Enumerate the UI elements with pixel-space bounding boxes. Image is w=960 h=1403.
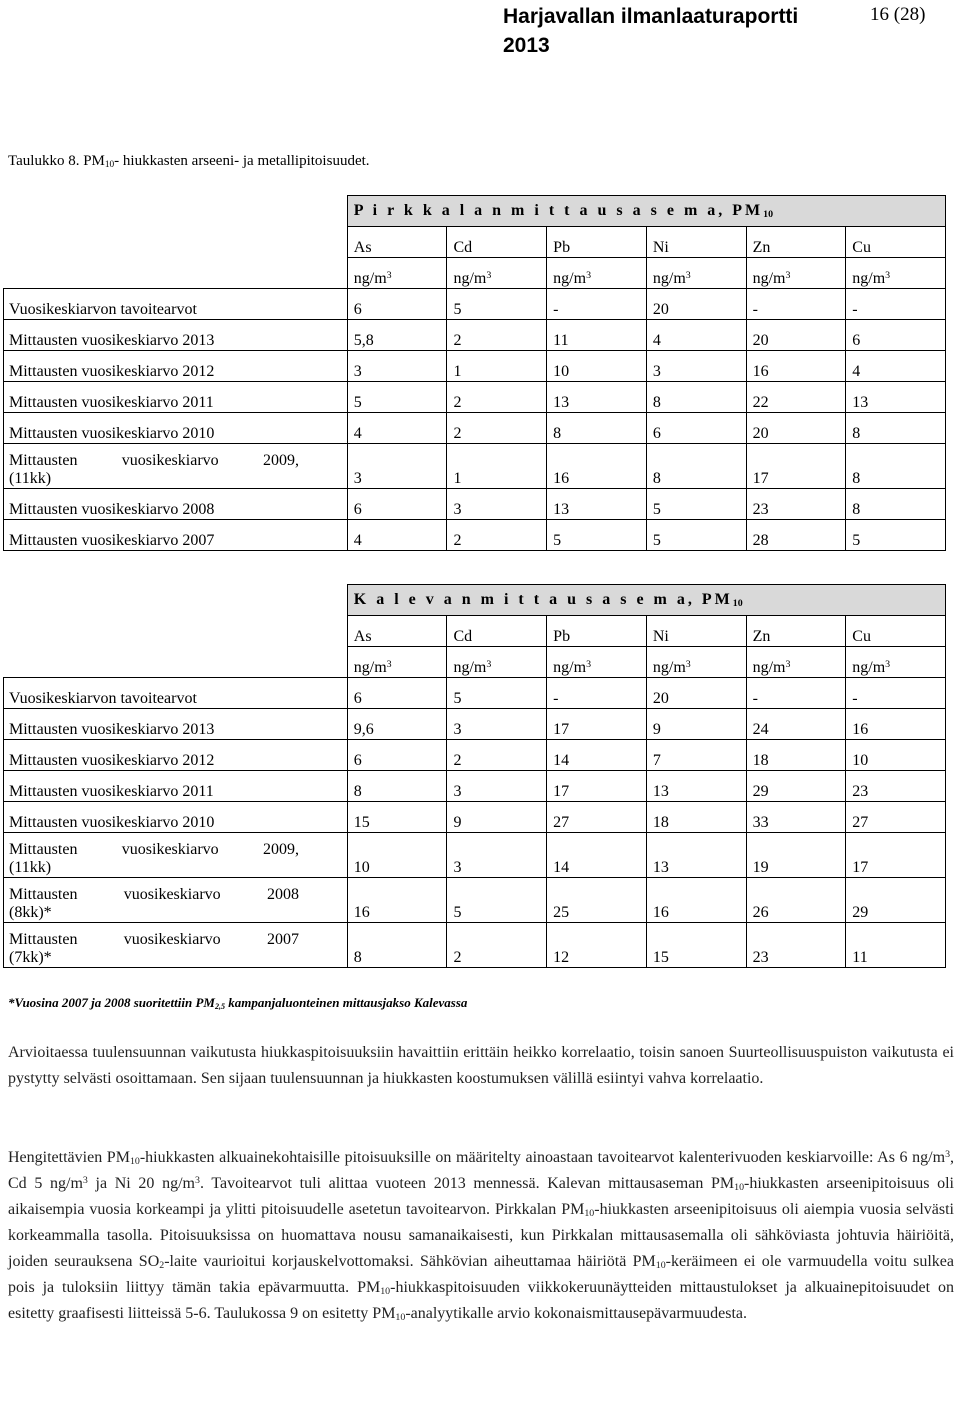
- value-cell: 5: [846, 520, 946, 551]
- value-cell: 27: [846, 802, 946, 833]
- row-label: Vuosikeskiarvon tavoitearvot: [4, 289, 348, 320]
- value-cell: 2: [447, 413, 547, 444]
- table-row: [4, 740, 946, 771]
- table-body: [4, 289, 946, 551]
- paragraph-2: Hengitettävien $PM_{10}$-hiukkasten alkuainekohtaisille pitoisuuksille on määritelty ainoastaan tavoitearvot kalenterivuoden keskiarvoille: As 6 $ng/m^3$, Cd 5 $ng/m^3$ ja Ni 20 $ng/m^3$. Tavoitearvot tuli alittaa vuoteen 2013 mennessä. Kalevan mittausaseman $PM_{10}$-hiukkasten arseenipitoisuus oli aikaisempia vuosia korkeampi ja ylitti pitoisuudelle asetetun tavoitearvon. Pirkkalan $PM_{10}$-hiukkasten arseenipitoisuus oli aiempia vuosia selvästi korkeammalla tasolla. Pitoisuuksissa on huomattava nousu samanaikaisesti, kun Pirkkalan mittausasemalla oli sähköviasta johtuvia häiriöitä, joiden seurauksena $SO_2$-laite vaurioitui korjauskelvottomaksi. Sähkövian aiheuttamaa häiriötä $PM_{10}$-keräimeen ei ole varmuudella voitu sulkea pois ja tuloksiin liittyy tämän takia epävarmuutta. $PM_{10}$-hiukkaspitoisuuden viikkokeruunäytteiden mittaustulokset ja alkuainepitoisuudet on esitetty graafisesti liitteissä 5-6. Taulukossa 9 on esitetty $PM_{10}$-analyytikalle arvio kokonaismittausepävarmuudesta.: [8, 1149, 955, 1323]
- element-header: Ni: [646, 227, 746, 258]
- value-cell: 9: [447, 802, 547, 833]
- row-label: Mittausten vuosikeskiarvo 2008 (8kk)*: [4, 878, 348, 923]
- element-row: [4, 616, 946, 647]
- value-cell: 27: [547, 802, 647, 833]
- table-row: [4, 520, 946, 551]
- value-cell: 3: [447, 833, 547, 878]
- row-label: Mittausten vuosikeskiarvo 2009, (11kk): [4, 833, 348, 878]
- row-label: Mittausten vuosikeskiarvo 2009, (11kk): [4, 444, 348, 489]
- value-cell: 29: [746, 771, 846, 802]
- value-cell: 20: [746, 413, 846, 444]
- value-cell: 16: [746, 351, 846, 382]
- value-cell: 4: [347, 520, 447, 551]
- value-cell: 3: [646, 351, 746, 382]
- value-cell: 3: [447, 489, 547, 520]
- value-cell: -: [547, 289, 647, 320]
- value-cell: 23: [746, 489, 846, 520]
- table-row: [4, 444, 946, 489]
- value-cell: 10: [547, 351, 647, 382]
- table-row: [4, 878, 946, 923]
- value-cell: 17: [846, 833, 946, 878]
- value-cell: 5: [547, 520, 647, 551]
- value-cell: 14: [547, 833, 647, 878]
- station-row: [4, 196, 946, 227]
- table-body: [4, 678, 946, 968]
- row-label: Mittausten vuosikeskiarvo 2008: [4, 489, 348, 520]
- table-row: [4, 382, 946, 413]
- element-header: Cd: [447, 227, 547, 258]
- value-cell: 9: [646, 709, 746, 740]
- row-label: Mittausten vuosikeskiarvo 2007 (7kk)*: [4, 923, 348, 968]
- unit-label: $ng/m^3$: [547, 258, 647, 289]
- unit-row: [4, 647, 946, 678]
- value-cell: 15: [347, 802, 447, 833]
- value-cell: 23: [746, 923, 846, 968]
- pirkkala-table: [3, 195, 946, 551]
- value-cell: -: [846, 678, 946, 709]
- paragraph-1: Arvioitaessa tuulensuunnan vaikutusta hiukkaspitoisuuksiin havaittiin erittäin heikko korrelaatio, toisin sanoen Suurteollisuuspuiston vaikutusta ei pystytty selvästi osoittamaan. Sen sijaan tuulensuunnan ja hiukkasten koostumuksen välillä esiintyi vahva korrelaatio.: [8, 1044, 954, 1087]
- value-cell: 20: [646, 678, 746, 709]
- value-cell: 18: [746, 740, 846, 771]
- value-cell: 4: [646, 320, 746, 351]
- footnote: *Vuosina 2007 ja 2008 suoritettiin $PM_{2,5}$ kampanjaluonteinen mittausjakso Kalevassa: [8, 995, 468, 1011]
- value-cell: 18: [646, 802, 746, 833]
- page-header: [0, 0, 940, 60]
- report-title: Harjavallan ilmanlaaturaportti 2013: [503, 5, 799, 57]
- value-cell: 6: [347, 678, 447, 709]
- element-header: As: [347, 227, 447, 258]
- value-cell: 3: [347, 444, 447, 489]
- value-cell: 6: [347, 289, 447, 320]
- value-cell: 25: [547, 878, 647, 923]
- row-label: Mittausten vuosikeskiarvo 2011: [4, 382, 348, 413]
- row-label: Mittausten vuosikeskiarvo 2011: [4, 771, 348, 802]
- value-cell: 19: [746, 833, 846, 878]
- value-cell: 2: [447, 740, 547, 771]
- row-label: Mittausten vuosikeskiarvo 2010: [4, 802, 348, 833]
- value-cell: 6: [646, 413, 746, 444]
- table-row: [4, 923, 946, 968]
- value-cell: 5: [447, 878, 547, 923]
- element-header: Zn: [746, 616, 846, 647]
- value-cell: 17: [746, 444, 846, 489]
- unit-label: $ng/m^3$: [547, 647, 647, 678]
- unit-label: $ng/m^3$: [746, 258, 846, 289]
- station-title: P i r k k a l a n m i t t a u s a s e m a, $PM_{10}$: [347, 196, 846, 227]
- value-cell: 13: [646, 833, 746, 878]
- row-label: Mittausten vuosikeskiarvo 2007: [4, 520, 348, 551]
- value-cell: 13: [547, 489, 647, 520]
- table-row: [4, 351, 946, 382]
- element-header: Cd: [447, 616, 547, 647]
- value-cell: 6: [347, 489, 447, 520]
- value-cell: 5,8: [347, 320, 447, 351]
- value-cell: 5: [646, 520, 746, 551]
- kaleva-table: [3, 584, 946, 968]
- value-cell: 13: [547, 382, 647, 413]
- value-cell: 16: [846, 709, 946, 740]
- value-cell: 33: [746, 802, 846, 833]
- value-cell: 8: [646, 382, 746, 413]
- value-cell: 10: [347, 833, 447, 878]
- element-header: Pb: [547, 227, 647, 258]
- value-cell: 8: [846, 489, 946, 520]
- value-cell: 8: [547, 413, 647, 444]
- table-row: [4, 771, 946, 802]
- row-label: Mittausten vuosikeskiarvo 2013: [4, 320, 348, 351]
- value-cell: 20: [746, 320, 846, 351]
- value-cell: 20: [646, 289, 746, 320]
- value-cell: 17: [547, 771, 647, 802]
- element-header: Cu: [846, 616, 946, 647]
- value-cell: 10: [846, 740, 946, 771]
- element-header: Ni: [646, 616, 746, 647]
- unit-label: $ng/m^3$: [846, 647, 946, 678]
- value-cell: 11: [846, 923, 946, 968]
- station-title: K a l e v a n m i t t a u s a s e m a, $PM_{10}$: [347, 585, 846, 616]
- value-cell: 4: [846, 351, 946, 382]
- unit-label: $ng/m^3$: [746, 647, 846, 678]
- unit-label: $ng/m^3$: [846, 258, 946, 289]
- value-cell: 8: [846, 413, 946, 444]
- row-label: Vuosikeskiarvon tavoitearvot: [4, 678, 348, 709]
- value-cell: 4: [347, 413, 447, 444]
- table-row: [4, 289, 946, 320]
- page-number: 16 (28): [870, 4, 926, 25]
- value-cell: 26: [746, 878, 846, 923]
- row-label: Mittausten vuosikeskiarvo 2012: [4, 351, 348, 382]
- value-cell: 29: [846, 878, 946, 923]
- value-cell: -: [846, 289, 946, 320]
- table-row: [4, 833, 946, 878]
- unit-row: [4, 258, 946, 289]
- row-label: Mittausten vuosikeskiarvo 2012: [4, 740, 348, 771]
- value-cell: 2: [447, 520, 547, 551]
- unit-label: $ng/m^3$: [447, 647, 547, 678]
- element-header: As: [347, 616, 447, 647]
- value-cell: 28: [746, 520, 846, 551]
- value-cell: 5: [347, 382, 447, 413]
- element-row: [4, 227, 946, 258]
- value-cell: 3: [347, 351, 447, 382]
- value-cell: 1: [447, 351, 547, 382]
- value-cell: 16: [347, 878, 447, 923]
- value-cell: 24: [746, 709, 846, 740]
- value-cell: 3: [447, 771, 547, 802]
- unit-label: $ng/m^3$: [447, 258, 547, 289]
- element-header: Pb: [547, 616, 647, 647]
- table-caption: Taulukko 8. $PM_{10}-$ hiukkasten arseeni- ja metallipitoisuudet.: [8, 153, 370, 170]
- unit-label: $ng/m^3$: [646, 647, 746, 678]
- value-cell: 8: [347, 771, 447, 802]
- value-cell: 6: [846, 320, 946, 351]
- value-cell: 2: [447, 382, 547, 413]
- unit-label: $ng/m^3$: [646, 258, 746, 289]
- table-row: [4, 320, 946, 351]
- table-row: [4, 802, 946, 833]
- row-label: Mittausten vuosikeskiarvo 2010: [4, 413, 348, 444]
- unit-label: $ng/m^3$: [347, 258, 447, 289]
- value-cell: 6: [347, 740, 447, 771]
- value-cell: 12: [547, 923, 647, 968]
- value-cell: -: [746, 289, 846, 320]
- value-cell: 17: [547, 709, 647, 740]
- value-cell: 13: [846, 382, 946, 413]
- table-row: [4, 413, 946, 444]
- value-cell: 5: [447, 289, 547, 320]
- unit-label: $ng/m^3$: [347, 647, 447, 678]
- value-cell: 8: [846, 444, 946, 489]
- table-row: [4, 709, 946, 740]
- value-cell: 9,6: [347, 709, 447, 740]
- value-cell: 23: [846, 771, 946, 802]
- value-cell: 5: [646, 489, 746, 520]
- value-cell: 7: [646, 740, 746, 771]
- value-cell: 2: [447, 320, 547, 351]
- element-header: Zn: [746, 227, 846, 258]
- value-cell: 14: [547, 740, 647, 771]
- station-row: [4, 585, 946, 616]
- value-cell: 5: [447, 678, 547, 709]
- value-cell: 8: [646, 444, 746, 489]
- value-cell: 3: [447, 709, 547, 740]
- table-row: [4, 678, 946, 709]
- table-row: [4, 489, 946, 520]
- row-label: Mittausten vuosikeskiarvo 2013: [4, 709, 348, 740]
- value-cell: 16: [547, 444, 647, 489]
- value-cell: -: [746, 678, 846, 709]
- element-header: Cu: [846, 227, 946, 258]
- value-cell: 22: [746, 382, 846, 413]
- value-cell: 2: [447, 923, 547, 968]
- value-cell: 8: [347, 923, 447, 968]
- value-cell: 11: [547, 320, 647, 351]
- value-cell: 13: [646, 771, 746, 802]
- value-cell: 16: [646, 878, 746, 923]
- value-cell: 1: [447, 444, 547, 489]
- value-cell: 15: [646, 923, 746, 968]
- value-cell: -: [547, 678, 647, 709]
